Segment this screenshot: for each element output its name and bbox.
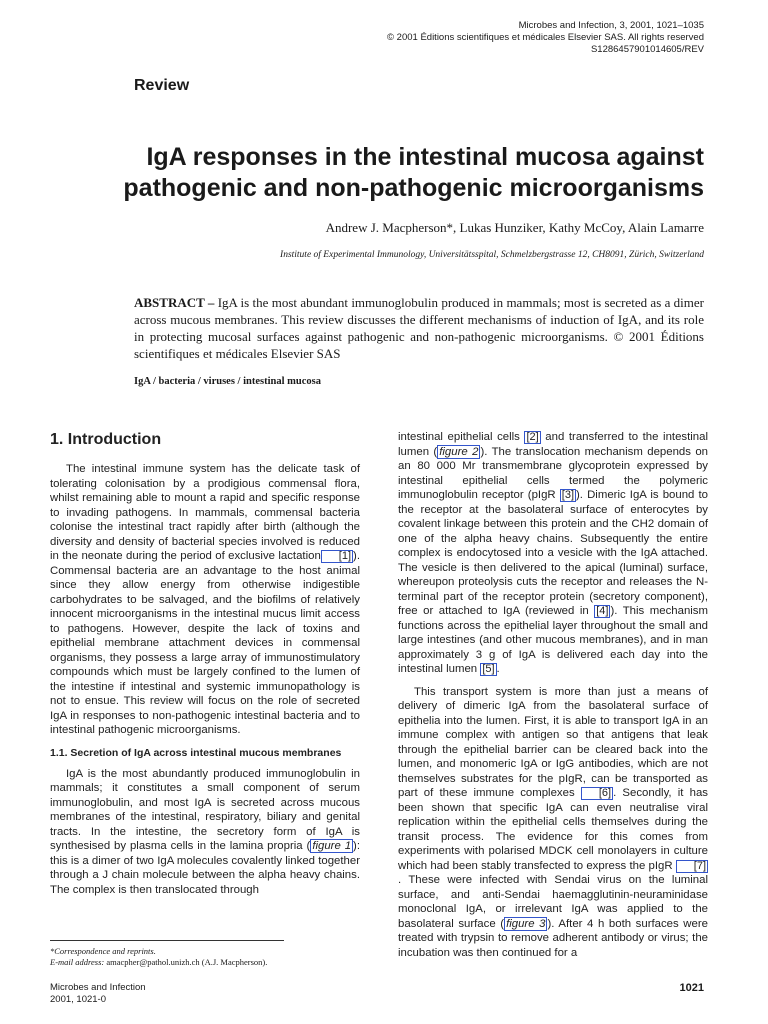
page-number: 1021 [679,982,704,994]
author-list: Andrew J. Macpherson*, Lukas Hunziker, Kathy McCoy, Alain Lamarre [325,220,704,235]
right-column [398,430,708,968]
journal-citation: Microbes and Infection, 3, 2001, 1021–1035 [518,20,704,31]
abstract-text: IgA is the most abundant immunoglobulin produced in mammals; most is secreted as a dimer across mucous membranes. This review discusses the different mechanisms of induction of IgA, and its role in protecting mucosal surfaces against pathogenic and non-pathogenic microorganisms. © 2001 Éditions scientifiques et médicales Elsevier SAS [134,295,704,361]
section-label: Review [134,77,190,94]
affiliation: Institute of Experimental Immunology, Universitätsspital, Schmelzbergstrasse 12, CH8091, Zürich, Switzerland [280,250,704,260]
text-run: IgA is the most abundantly produced immunoglobulin in mammals; it constitutes a small component of serum immunoglobulin, and most IgA is secreted across mucous membranes of the intestinal, respiratory, biliary and genital tracts. In the intestine, the secretory form of IgA is synthesised by plasma cells in the lamina propria ( [50,767,360,852]
article-title [64,142,704,204]
section-heading-introduction: 1. Introduction [50,431,162,448]
text-run: ). Dimeric IgA is bound to the receptor at the basolateral surface of enterocytes by covalent linkage between this protein and the CH2 domain of one of the alpha heavy chains. Subsequently the entire complex is endocytosed into a vesicle with the IgA attached. The vesicle is then delivered to the apical (luminal) surface, whereupon proteolysis cuts the receptor and releases the N-terminal part of the receptor protein (secretory component), free or attached to IgA (reviewed in [398,489,708,617]
text-run: ): this is a dimer of two IgA molecules covalently linked together through a J chain molecule between the alpha heavy chains. The complex is then translocated through [50,840,360,896]
figure-link[interactable]: figure 2 [439,445,479,458]
footer-journal [50,982,146,1006]
text-run: This transport system is more than just a means of delivery of dimeric IgA from the basolateral surface of epithelia into the lumen. First, it is able to transport IgA in an immune complex with antigen so that antigens that leak through the epithelial barrier can be cleared back into the lumen, and monomeric IgA or IgG antibodies, which are not themselves substrates for the pIgR, can be transported as part of these immune complexes [398,685,708,799]
journal-header [284,20,704,56]
copyright-line: © 2001 Éditions scientifiques et médicales Elsevier SAS. All rights reserved [387,32,704,43]
correspondence-note: *Correspondence and reprints. [50,946,156,956]
email-address[interactable]: amacpher@pathol.unizh.ch (A.J. Macpherson). [106,957,268,967]
abstract [134,294,704,362]
footnote [50,946,360,968]
abstract-label: ABSTRACT – [134,295,215,310]
text-run: ). Commensal bacteria are an advantage to the host animal since they allow energy from otherwise indigestible carbohydrates to be salvaged, and the biofilms of relatively innocent microorganisms in the intestinal mucus limit access to pathogens. However, despite the lack of toxins and epithelial membrane attachment devices in commensal organisms, they possess a large array of immunostimulatory compounds which must be largely confined to the lumen of the intestine if intestinal and systemic immunopathology is not to ensue. This review will focus on the role of secreted IgA in responses to non-pathogenic intestinal bacteria and to intestinal pathogenic microorganisms. [50,550,360,736]
text-run: . Secondly, it has been shown that specific IgA can even neutralise viral replication within the epithelial cells themselves during the transit process. The evidence for this comes from experiments with polarised MDCK cell monolayers in culture which had been stably transfected to express the pIgR [398,787,708,872]
citation-link[interactable]: [3] [561,489,574,501]
body-paragraph [398,430,708,677]
title-line-2: pathogenic and non-pathogenic microorganisms [123,174,704,202]
text-run: intestinal epithelial cells [398,431,525,443]
pii-code: S1286457901014605/REV [590,44,704,55]
subsection-paragraph [50,767,360,898]
citation-link[interactable]: [5] [482,663,495,675]
email-label: E-mail address: [50,957,105,967]
left-column [50,430,360,905]
text-run: ). The translocation mechanism depends on an 80 000 Mr transmembrane glycoprotein expressed by intestinal epithelial cells termed the polymeric immunoglobulin receptor (pIgR [398,445,709,501]
email-line [50,957,360,968]
text-run: ). This mechanism functions across the epithelial layer throughout the small and large intestines (and other mucous membranes), and in man approximately 3 g of IgA is delivered each day into the intestinal lumen [398,605,708,675]
text-run: The intestinal immune system has the delicate task of tolerating colonisation by a prodigious commensal flora, whilst remaining able to mount a rapid and specific response to invading pathogens. In mammals, commensal bacteria colonise the intestinal tract rapidly after birth (although the diversity and density of bacterial species involved is reduced in the neonate during the period of exclusive lactation [50,463,360,562]
text-run: . [496,663,500,675]
body-paragraph [398,685,708,961]
title-line-1: IgA responses in the intestinal mucosa against [146,143,704,171]
text-run: ). After 4 h both surfaces were treated with trypsin to remove adherent antibody or virus; the incubation was then continued for a [398,917,708,959]
citation-link[interactable]: [7] [676,860,708,873]
figure-link[interactable]: figure 1 [312,840,352,852]
figure-link[interactable]: figure 3 [506,917,546,930]
footer-issue: 2001, 1021-0 [50,994,106,1005]
footer-journal-name: Microbes and Infection [50,982,146,993]
text-run: . These were infected with Sendai virus on the luminal surface, and anti-Sendai haemagglutinin-neuraminidase monoclonal IgA, or irrelevant IgA was applied to the basolateral surface ( [398,874,708,930]
citation-link[interactable]: [2] [526,431,539,443]
citation-link[interactable]: [4] [596,605,609,617]
citation-link[interactable]: [6] [581,787,613,800]
text-run: and transferred to the intestinal lumen ( [398,431,709,458]
citation-link[interactable]: [1] [321,550,353,563]
footnote-divider [50,940,284,941]
subsection-heading: 1.1. Secretion of IgA across intestinal mucous membranes [50,746,342,759]
intro-paragraph [50,462,360,738]
keywords: IgA / bacteria / viruses / intestinal mucosa [134,376,321,387]
